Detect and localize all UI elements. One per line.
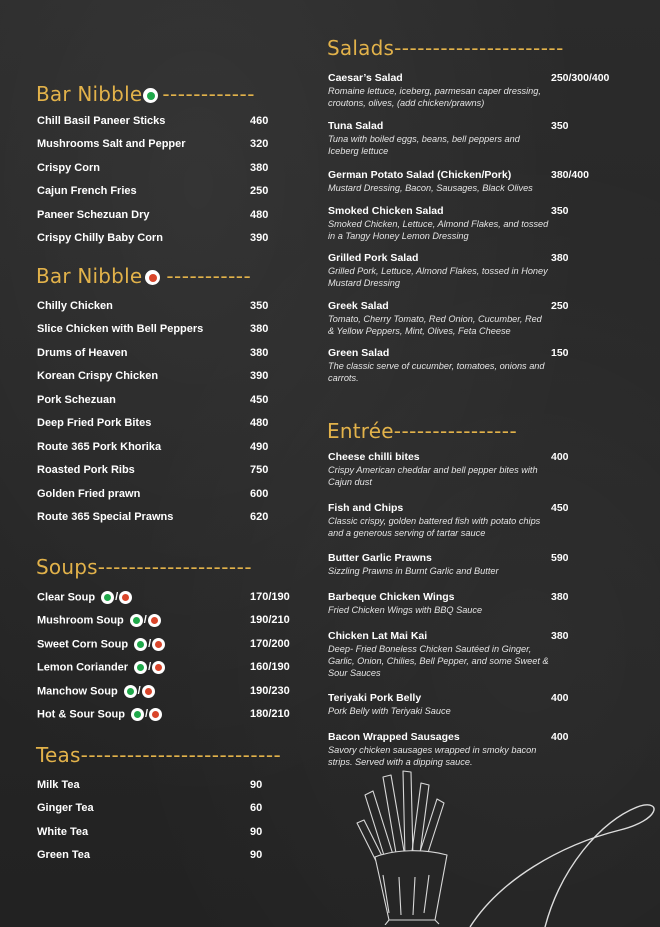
menu-item: Crispy Corn 380 [37,162,269,174]
menu-item: Crispy Chilly Baby Corn 390 [37,232,269,244]
nonveg-icon [152,661,165,674]
menu-item: Ginger Tea 60 [37,802,263,814]
veg-icon [131,708,144,721]
menu-item: Milk Tea 90 [37,779,263,791]
menu-item: Green Tea 90 [37,849,263,861]
nonveg-icon [152,638,165,651]
menu-item: Manchow Soup / 190/230 [37,685,290,698]
nonveg-icon [149,708,162,721]
entree-heading: Entrée---------------- [327,419,518,443]
veg-icon [143,88,158,103]
nonveg-icon [148,614,161,627]
menu-item: Route 365 Special Prawns 620 [37,511,269,523]
menu-item: Chill Basil Paneer Sticks 460 [37,115,269,127]
menu-item: Korean Crispy Chicken 390 [37,370,269,382]
nonveg-icon [142,685,155,698]
menu-item: Deep Fried Pork Bites 480 [37,417,269,429]
menu-item: Golden Fried prawn 600 [37,488,269,500]
veg-icon [101,591,114,604]
menu-item: Slice Chicken with Bell Peppers 380 [37,323,269,335]
menu-item: Sweet Corn Soup / 170/200 [37,638,290,651]
veg-icon [134,638,147,651]
menu-item: White Tea 90 [37,826,263,838]
menu-item: Pork Schezuan 450 [37,394,269,406]
nonveg-icon [145,270,160,285]
menu-item: Chilly Chicken 350 [37,300,269,312]
menu-item: Mushrooms Salt and Pepper 320 [37,138,269,150]
soups-heading: Soups-------------------- [36,555,253,579]
fries-illustration [355,765,465,925]
menu-item: Clear Soup / 170/190 [37,591,290,604]
menu-item: Mushroom Soup / 190/210 [37,614,290,627]
menu-item: Paneer Schezuan Dry 480 [37,209,269,221]
menu-item: Lemon Coriander / 160/190 [37,661,290,674]
teas-heading: Teas-------------------------- [36,743,282,767]
menu-item: Roasted Pork Ribs 750 [37,464,269,476]
salads-heading: Salads---------------------- [327,36,564,60]
menu-item: Drums of Heaven 380 [37,347,269,359]
bar-nibble-nonveg-heading: Bar Nibble ----------- [36,264,252,288]
menu-item: Hot & Sour Soup / 180/210 [37,708,290,721]
menu-item: Route 365 Pork Khorika 490 [37,441,269,453]
veg-icon [124,685,137,698]
nonveg-icon [119,591,132,604]
bar-nibble-veg-heading: Bar Nibble ------------ [36,82,255,106]
veg-icon [134,661,147,674]
menu-item: Cajun French Fries 250 [37,185,269,197]
veg-icon [130,614,143,627]
